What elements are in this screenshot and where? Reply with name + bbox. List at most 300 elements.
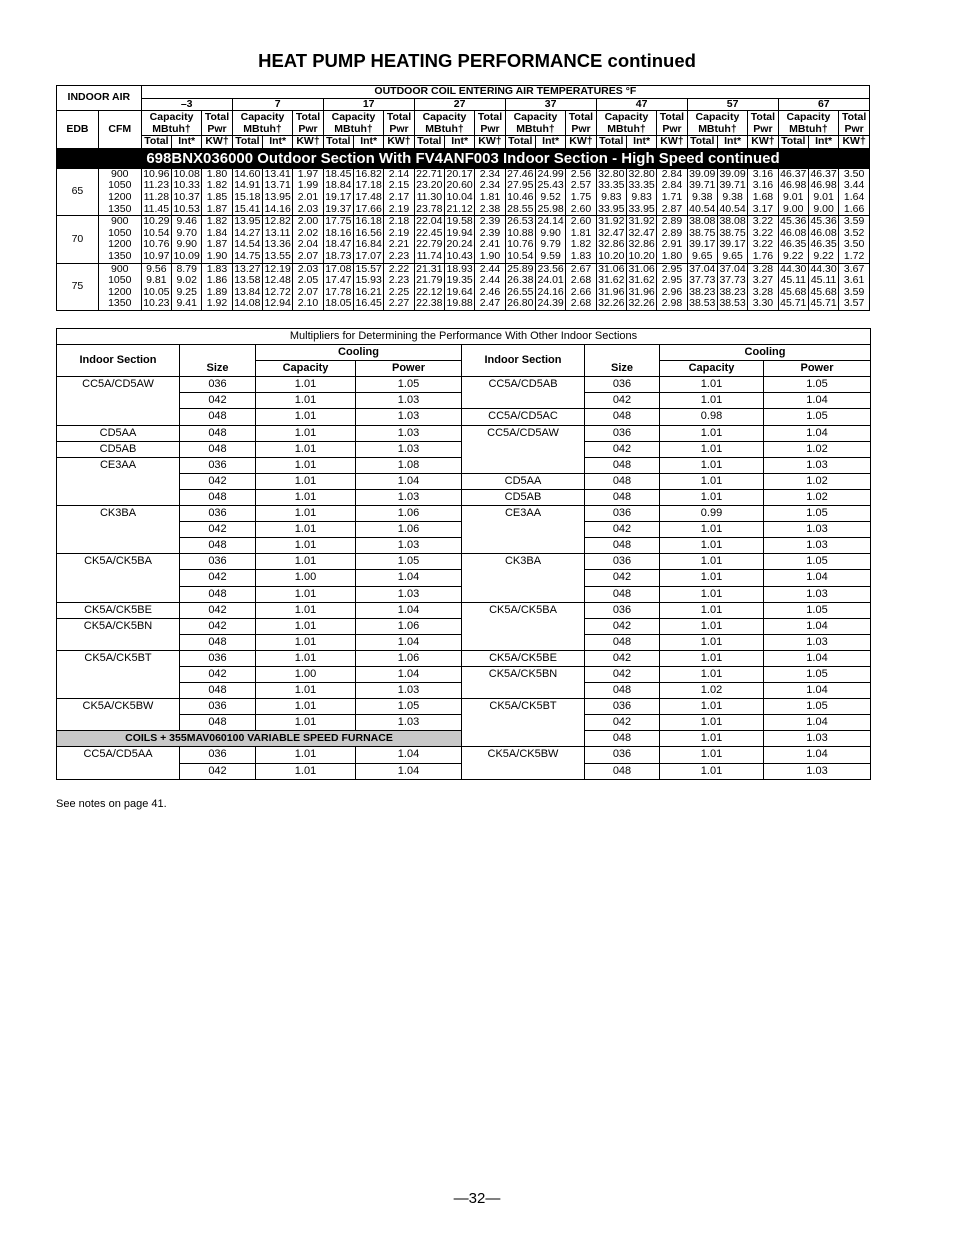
edb-value: 75: [57, 263, 99, 310]
total-header: Total: [778, 136, 808, 149]
power-value: 1.03: [356, 683, 462, 699]
size-value: 036: [180, 747, 256, 763]
data-row: [57, 216, 870, 263]
indoor-section-header: Indoor Section: [462, 345, 585, 377]
size-value: 036: [180, 650, 256, 666]
size-value: 048: [180, 715, 256, 731]
capacity-value: 1.00: [256, 570, 356, 586]
capacity-value: 1.01: [256, 425, 356, 441]
size-value: 042: [180, 522, 256, 538]
perf-values: 2.22 2.23 2.25 2.27: [384, 263, 414, 310]
performance-table: [56, 85, 870, 311]
size-value: 042: [180, 602, 256, 618]
int-header: Int*: [626, 136, 656, 149]
mult-row: [57, 489, 871, 505]
capacity-header: Capacity MBtuh†: [414, 111, 475, 136]
capacity-value: 1.01: [256, 522, 356, 538]
power-value: 1.06: [356, 522, 462, 538]
capacity-header: Capacity: [660, 361, 764, 377]
power-value: 1.04: [356, 763, 462, 779]
temp-header: 37: [505, 98, 596, 111]
perf-values: 13.95 14.27 14.54 14.75: [232, 216, 262, 263]
capacity-value: 1.01: [256, 602, 356, 618]
capacity-value: 1.01: [256, 554, 356, 570]
size-value: 036: [585, 602, 660, 618]
power-value: 1.03: [764, 763, 871, 779]
size-value: 048: [180, 425, 256, 441]
power-value: 1.04: [764, 683, 871, 699]
capacity-value: 1.00: [256, 666, 356, 682]
capacity-value: 1.01: [256, 538, 356, 554]
capacity-value: 1.01: [660, 666, 764, 682]
power-value: 1.04: [356, 666, 462, 682]
capacity-value: 1.01: [256, 618, 356, 634]
edb-value: 65: [57, 168, 99, 215]
perf-values: 2.89 2.89 2.91 1.80: [657, 216, 687, 263]
size-value: 036: [180, 699, 256, 715]
power-value: 1.04: [764, 715, 871, 731]
perf-values: 3.28 3.27 3.28 3.30: [748, 263, 778, 310]
mult-row: [57, 473, 871, 489]
perf-values: 45.36 46.08 46.35 9.22: [778, 216, 808, 263]
capacity-header: Capacity MBtuh†: [596, 111, 657, 136]
size-value: 036: [585, 699, 660, 715]
perf-values: 2.60 1.81 1.82 1.83: [566, 216, 596, 263]
perf-values: 9.56 9.81 10.05 10.23: [141, 263, 171, 310]
perf-values: 32.80 33.35 9.83 33.95: [626, 168, 656, 215]
kw-header: KW†: [839, 136, 870, 149]
kw-header: KW†: [657, 136, 687, 149]
power-value: 1.03: [356, 409, 462, 425]
perf-values: 38.08 38.75 39.17 9.65: [717, 216, 747, 263]
temp-header: 7: [232, 98, 323, 111]
perf-values: 16.82 17.18 17.48 17.66: [354, 168, 384, 215]
indoor-section-name: CK5A/CK5BW: [57, 699, 180, 731]
perf-values: 25.89 26.38 26.55 26.80: [505, 263, 535, 310]
indoor-section-name: CK5A/CK5BA: [57, 554, 180, 602]
power-value: 1.05: [356, 377, 462, 393]
capacity-header: Capacity MBtuh†: [778, 111, 839, 136]
capacity-value: 1.01: [660, 570, 764, 586]
cfm-values: 900 1050 1200 1350: [98, 216, 141, 263]
perf-values: 2.14 2.15 2.17 2.19: [384, 168, 414, 215]
capacity-header: Capacity MBtuh†: [232, 111, 293, 136]
power-value: 1.03: [764, 522, 871, 538]
perf-values: 23.56 24.01 24.16 24.39: [535, 263, 565, 310]
capacity-value: 1.01: [256, 441, 356, 457]
size-value: 036: [585, 506, 660, 522]
size-value: 048: [585, 731, 660, 747]
capacity-value: 1.01: [256, 699, 356, 715]
kw-header: KW†: [202, 136, 232, 149]
capacity-value: 1.01: [256, 683, 356, 699]
power-value: 1.05: [356, 699, 462, 715]
power-value: 1.05: [764, 409, 871, 425]
capacity-value: 1.01: [660, 393, 764, 409]
power-value: 1.05: [764, 377, 871, 393]
mult-row: [57, 699, 871, 715]
power-value: 1.05: [764, 554, 871, 570]
size-value: 048: [585, 457, 660, 473]
capacity-value: 1.01: [660, 554, 764, 570]
size-value: 036: [180, 506, 256, 522]
int-header: Int*: [263, 136, 293, 149]
capacity-value: 1.01: [256, 715, 356, 731]
subheader-row: [57, 111, 870, 136]
mult-header-row: [57, 345, 871, 361]
power-value: 1.05: [764, 602, 871, 618]
capacity-header: Capacity: [256, 361, 356, 377]
capacity-value: 1.01: [660, 747, 764, 763]
kw-header: KW†: [293, 136, 323, 149]
perf-values: 20.17 20.60 10.04 21.12: [444, 168, 474, 215]
perf-values: 2.67 2.68 2.66 2.68: [566, 263, 596, 310]
perf-values: 13.41 13.71 13.95 14.16: [263, 168, 293, 215]
temp-header: 47: [596, 98, 687, 111]
perf-values: 1.80 1.82 1.85 1.87: [202, 168, 232, 215]
perf-values: 18.45 18.84 19.17 19.37: [323, 168, 353, 215]
capacity-value: 1.01: [660, 602, 764, 618]
capacity-header: Capacity MBtuh†: [687, 111, 748, 136]
mult-row: [57, 666, 871, 682]
capacity-value: 1.01: [660, 425, 764, 441]
capacity-value: 1.01: [660, 489, 764, 505]
power-value: 1.03: [764, 731, 871, 747]
perf-values: 44.30 45.11 45.68 45.71: [778, 263, 808, 310]
mult-row: [57, 650, 871, 666]
indoor-section-name: CD5AB: [57, 441, 180, 457]
indoor-section-name: CK5A/CK5BW: [462, 747, 585, 779]
size-value: 048: [180, 634, 256, 650]
perf-values: 21.31 21.79 22.12 22.38: [414, 263, 444, 310]
mult-row: [57, 409, 871, 425]
indoor-section-name: CK5A/CK5BN: [462, 666, 585, 698]
size-value: 048: [180, 489, 256, 505]
indoor-section-name: CC5A/CD5AA: [57, 747, 180, 779]
perf-values: 45.36 46.08 46.35 9.22: [808, 216, 838, 263]
total-pwr-header: Total Pwr: [566, 111, 596, 136]
perf-values: 1.97 1.99 2.01 2.03: [293, 168, 323, 215]
power-value: 1.03: [764, 586, 871, 602]
int-header: Int*: [808, 136, 838, 149]
perf-values: 2.03 2.05 2.07 2.10: [293, 263, 323, 310]
capacity-value: 1.01: [660, 473, 764, 489]
indoor-section-name: CC5A/CD5AW: [462, 425, 585, 473]
capacity-value: 1.01: [660, 715, 764, 731]
perf-values: 10.29 10.54 10.76 10.97: [141, 216, 171, 263]
perf-values: 46.37 46.98 9.01 9.00: [778, 168, 808, 215]
indoor-section-name: CK5A/CK5BE: [462, 650, 585, 666]
size-value: 042: [585, 441, 660, 457]
total-header: Total: [687, 136, 717, 149]
capacity-value: 1.02: [660, 683, 764, 699]
capacity-value: 1.01: [660, 618, 764, 634]
power-value: 1.03: [356, 489, 462, 505]
size-value: 048: [585, 409, 660, 425]
capacity-value: 1.01: [660, 634, 764, 650]
perf-values: 2.18 2.19 2.21 2.23: [384, 216, 414, 263]
units-row: [57, 136, 870, 149]
power-header: Power: [356, 361, 462, 377]
indoor-air-header: INDOOR AIR: [57, 86, 142, 111]
total-pwr-header: Total Pwr: [839, 111, 870, 136]
power-value: 1.04: [356, 634, 462, 650]
capacity-value: 1.01: [256, 489, 356, 505]
power-value: 1.04: [764, 618, 871, 634]
total-header: Total: [141, 136, 171, 149]
kw-header: KW†: [384, 136, 414, 149]
banner-row: [57, 148, 870, 168]
capacity-value: 1.01: [660, 763, 764, 779]
perf-values: 46.37 46.98 9.01 9.00: [808, 168, 838, 215]
power-value: 1.03: [356, 586, 462, 602]
capacity-header: Capacity MBtuh†: [323, 111, 384, 136]
size-value: 048: [180, 683, 256, 699]
indoor-section-name: CK5A/CK5BE: [57, 602, 180, 618]
size-value: 042: [180, 473, 256, 489]
perf-values: 26.53 10.88 10.76 10.54: [505, 216, 535, 263]
size-value: 048: [585, 634, 660, 650]
power-value: 1.04: [356, 602, 462, 618]
power-value: 1.04: [356, 747, 462, 763]
power-value: 1.05: [764, 506, 871, 522]
size-value: 042: [180, 570, 256, 586]
kw-header: KW†: [475, 136, 505, 149]
power-value: 1.04: [764, 570, 871, 586]
perf-values: 27.46 27.95 10.46 28.55: [505, 168, 535, 215]
size-value: 048: [585, 586, 660, 602]
perf-values: 15.57 15.93 16.21 16.45: [354, 263, 384, 310]
perf-values: 37.04 37.73 38.23 38.53: [687, 263, 717, 310]
perf-values: 19.58 19.94 20.24 10.43: [444, 216, 474, 263]
perf-values: 18.93 19.35 19.64 19.88: [444, 263, 474, 310]
power-value: 1.03: [356, 538, 462, 554]
total-pwr-header: Total Pwr: [475, 111, 505, 136]
size-value: 048: [180, 441, 256, 457]
perf-values: 2.84 2.84 1.71 2.87: [657, 168, 687, 215]
mult-caption: Multipliers for Determining the Performance With Other Indoor Sections: [57, 329, 871, 345]
outdoor-temps-header: OUTDOOR COIL ENTERING AIR TEMPERATURES °F: [141, 86, 869, 99]
page-number: —32—: [453, 1190, 501, 1207]
perf-values: 31.92 32.47 32.86 10.20: [626, 216, 656, 263]
data-row: [57, 168, 870, 215]
perf-values: 22.04 22.45 22.79 11.74: [414, 216, 444, 263]
indoor-section-name: CD5AA: [462, 473, 585, 489]
size-value: 042: [585, 715, 660, 731]
capacity-value: 1.01: [256, 650, 356, 666]
size-value: 048: [585, 683, 660, 699]
capacity-value: 0.98: [660, 409, 764, 425]
total-header: Total: [505, 136, 535, 149]
size-value: 048: [180, 538, 256, 554]
temp-header: 27: [414, 98, 505, 111]
total-pwr-header: Total Pwr: [202, 111, 232, 136]
size-value: 036: [585, 554, 660, 570]
perf-values: 2.39 2.39 2.41 1.90: [475, 216, 505, 263]
indoor-section-name: CK5A/CK5BT: [57, 650, 180, 698]
indoor-section-name: CC5A/CD5AC: [462, 409, 585, 425]
power-value: 1.06: [356, 506, 462, 522]
perf-values: 31.06 31.62 31.96 32.26: [626, 263, 656, 310]
total-pwr-header: Total Pwr: [384, 111, 414, 136]
perf-values: 24.99 25.43 9.52 25.98: [535, 168, 565, 215]
perf-values: 17.08 17.47 17.78 18.05: [323, 263, 353, 310]
perf-values: 12.82 13.11 13.36 13.55: [263, 216, 293, 263]
size-value: 036: [180, 377, 256, 393]
perf-values: 17.75 18.16 18.47 18.73: [323, 216, 353, 263]
indoor-section-name: CC5A/CD5AB: [462, 377, 585, 409]
indoor-section-name: CK5A/CK5BN: [57, 618, 180, 650]
power-value: 1.02: [764, 473, 871, 489]
page-title: HEAT PUMP HEATING PERFORMANCE continued: [258, 50, 696, 71]
indoor-section-name: CC5A/CD5AW: [57, 377, 180, 425]
cooling-header: Cooling: [660, 345, 871, 361]
indoor-section-name: CK3BA: [462, 554, 585, 602]
perf-values: 1.82 1.84 1.87 1.90: [202, 216, 232, 263]
perf-values: 37.04 37.73 38.23 38.53: [717, 263, 747, 310]
cooling-header: Cooling: [256, 345, 462, 361]
capacity-value: 1.01: [660, 650, 764, 666]
power-value: 1.06: [356, 618, 462, 634]
temp-header: 67: [778, 98, 869, 111]
perf-values: 3.50 3.44 1.64 1.66: [839, 168, 870, 215]
notes-text: See notes on page 41.: [56, 798, 167, 810]
edb-value: 70: [57, 216, 99, 263]
capacity-value: 1.01: [256, 586, 356, 602]
multipliers-table: [56, 328, 871, 780]
size-value: 042: [585, 666, 660, 682]
power-value: 1.04: [764, 393, 871, 409]
perf-values: 16.18 16.56 16.84 17.07: [354, 216, 384, 263]
size-value: 042: [180, 393, 256, 409]
perf-values: 10.08 10.33 10.37 10.53: [172, 168, 202, 215]
perf-values: 9.46 9.70 9.90 10.09: [172, 216, 202, 263]
section-banner: 698BNX036000 Outdoor Section With FV4ANF003 Indoor Section - High Speed continued: [57, 148, 870, 168]
perf-values: 13.27 13.58 13.84 14.08: [232, 263, 262, 310]
perf-values: 31.92 32.47 32.86 10.20: [596, 216, 626, 263]
power-value: 1.02: [764, 441, 871, 457]
total-header: Total: [596, 136, 626, 149]
indoor-section-name: CE3AA: [462, 506, 585, 554]
power-value: 1.03: [764, 634, 871, 650]
header-row: [57, 86, 870, 99]
int-header: Int*: [535, 136, 565, 149]
total-pwr-header: Total Pwr: [748, 111, 778, 136]
capacity-value: 1.01: [256, 377, 356, 393]
indoor-section-name: CK5A/CK5BT: [462, 699, 585, 747]
perf-values: 32.80 33.35 9.83 33.95: [596, 168, 626, 215]
perf-values: 3.22 3.22 3.22 1.76: [748, 216, 778, 263]
perf-values: 2.00 2.02 2.04 2.07: [293, 216, 323, 263]
temp-header: –3: [141, 98, 232, 111]
power-value: 1.03: [356, 425, 462, 441]
perf-values: 2.95 2.95 2.96 2.98: [657, 263, 687, 310]
perf-values: 2.56 2.57 1.75 2.60: [566, 168, 596, 215]
size-value: 042: [585, 618, 660, 634]
mult-row: [57, 602, 871, 618]
capacity-value: 1.01: [256, 634, 356, 650]
edb-header: EDB: [57, 111, 99, 149]
cfm-values: 900 1050 1200 1350: [98, 168, 141, 215]
power-value: 1.03: [764, 457, 871, 473]
size-value: 042: [585, 393, 660, 409]
capacity-value: 1.01: [660, 699, 764, 715]
capacity-value: 0.99: [660, 506, 764, 522]
capacity-value: 1.01: [660, 377, 764, 393]
size-value: 036: [180, 457, 256, 473]
capacity-value: 1.01: [660, 522, 764, 538]
size-value: 048: [585, 763, 660, 779]
capacity-value: 1.01: [256, 409, 356, 425]
perf-values: 39.09 39.71 9.38 40.54: [717, 168, 747, 215]
indoor-section-name: CK3BA: [57, 506, 180, 554]
size-value: 048: [585, 538, 660, 554]
perf-values: 14.60 14.91 15.18 15.41: [232, 168, 262, 215]
int-header: Int*: [717, 136, 747, 149]
total-pwr-header: Total Pwr: [293, 111, 323, 136]
indoor-section-name: CE3AA: [57, 457, 180, 505]
power-value: 1.04: [764, 650, 871, 666]
power-value: 1.04: [356, 570, 462, 586]
size-value: 042: [585, 650, 660, 666]
data-row: [57, 263, 870, 310]
total-header: Total: [323, 136, 353, 149]
capacity-value: 1.01: [660, 457, 764, 473]
capacity-value: 1.01: [256, 457, 356, 473]
perf-values: 2.34 2.34 1.81 2.38: [475, 168, 505, 215]
perf-values: 24.14 9.90 9.79 9.59: [535, 216, 565, 263]
perf-values: 12.19 12.48 12.72 12.94: [263, 263, 293, 310]
furnace-subheader: COILS + 355MAV060100 VARIABLE SPEED FURNACE: [57, 731, 462, 747]
perf-values: 22.71 23.20 11.30 23.78: [414, 168, 444, 215]
size-value: 036: [585, 747, 660, 763]
perf-values: 38.08 38.75 39.17 9.65: [687, 216, 717, 263]
perf-values: 3.67 3.61 3.59 3.57: [839, 263, 870, 310]
capacity-value: 1.01: [256, 763, 356, 779]
mult-row: [57, 377, 871, 393]
power-header: Power: [764, 361, 871, 377]
perf-values: 31.06 31.62 31.96 32.26: [596, 263, 626, 310]
temp-header: 57: [687, 98, 778, 111]
total-pwr-header: Total Pwr: [657, 111, 687, 136]
mult-row: [57, 747, 871, 763]
capacity-value: 1.01: [660, 586, 764, 602]
size-value: 048: [585, 489, 660, 505]
indoor-section-header: Indoor Section: [57, 345, 180, 377]
mult-row: [57, 506, 871, 522]
power-value: 1.06: [356, 650, 462, 666]
int-header: Int*: [354, 136, 384, 149]
mult-row: [57, 425, 871, 441]
int-header: Int*: [172, 136, 202, 149]
perf-values: 10.96 11.23 11.28 11.45: [141, 168, 171, 215]
indoor-section-name: CD5AA: [57, 425, 180, 441]
total-header: Total: [414, 136, 444, 149]
capacity-value: 1.01: [256, 506, 356, 522]
perf-values: 39.09 39.71 9.38 40.54: [687, 168, 717, 215]
temps-row: [57, 98, 870, 111]
perf-values: 8.79 9.02 9.25 9.41: [172, 263, 202, 310]
power-value: 1.03: [764, 538, 871, 554]
capacity-value: 1.01: [256, 393, 356, 409]
perf-values: 44.30 45.11 45.68 45.71: [808, 263, 838, 310]
capacity-value: 1.01: [256, 473, 356, 489]
kw-header: KW†: [748, 136, 778, 149]
cfm-values: 900 1050 1200 1350: [98, 263, 141, 310]
size-value: 042: [585, 522, 660, 538]
power-value: 1.03: [356, 715, 462, 731]
size-value: 036: [585, 377, 660, 393]
